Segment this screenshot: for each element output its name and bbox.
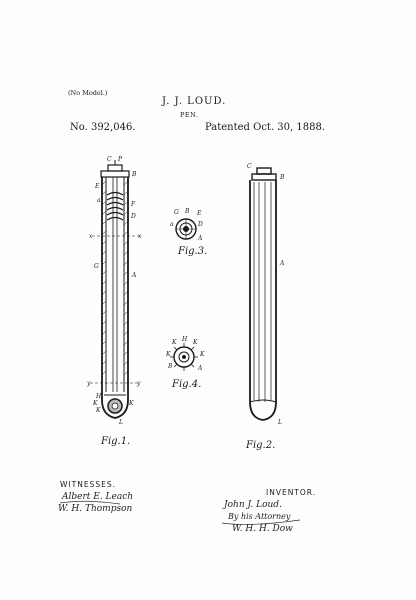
fig2-exterior-pen xyxy=(250,168,276,420)
svg-text:y: y xyxy=(137,380,141,387)
svg-text:P: P xyxy=(118,156,123,163)
svg-text:K: K xyxy=(200,351,205,358)
fig2-annotations xyxy=(247,163,285,426)
fig2-label: Fig.2. xyxy=(246,440,276,451)
svg-text:A: A xyxy=(280,260,285,267)
svg-text:K: K xyxy=(172,339,177,346)
svg-text:L: L xyxy=(278,419,282,426)
fig4-label: Fig.4. xyxy=(172,379,202,390)
svg-text:H: H xyxy=(96,393,102,400)
fig4-cross-section xyxy=(170,343,198,371)
svg-text:K: K xyxy=(93,400,98,407)
attorney-by-line: By his Attorney xyxy=(228,512,291,521)
inventor-heading: INVENTOR. xyxy=(266,488,317,497)
svg-text:D: D xyxy=(131,213,136,220)
invention-title: PEN. xyxy=(180,111,199,119)
svg-text:x: x xyxy=(89,233,93,240)
svg-text:L: L xyxy=(119,419,123,426)
svg-text:C: C xyxy=(107,156,112,163)
witnesses-heading: WITNESSES. xyxy=(60,480,116,489)
fig3-label: Fig.3. xyxy=(178,246,208,257)
fig3-cross-section xyxy=(176,219,196,239)
svg-text:a: a xyxy=(97,197,101,204)
svg-text:B: B xyxy=(168,363,173,370)
svg-text:G: G xyxy=(94,263,99,270)
svg-text:a: a xyxy=(170,221,174,228)
svg-text:A: A xyxy=(132,272,137,279)
svg-text:A: A xyxy=(198,365,203,372)
witness-signature-2: W. H. Thompson xyxy=(58,504,133,514)
fig1-annotations xyxy=(86,156,142,426)
svg-text:B: B xyxy=(280,174,285,181)
patent-number: No. 392,046. xyxy=(70,122,136,133)
svg-text:K: K xyxy=(193,339,198,346)
svg-text:x: x xyxy=(138,233,142,240)
svg-text:K: K xyxy=(166,351,171,358)
svg-text:G: G xyxy=(174,209,179,216)
patent-date: Patented Oct. 30, 1888. xyxy=(205,122,326,133)
svg-text:D: D xyxy=(198,221,203,228)
model-note: (No Model.) xyxy=(68,89,108,97)
svg-text:E: E xyxy=(95,183,100,190)
svg-text:K: K xyxy=(129,400,134,407)
svg-text:B: B xyxy=(185,208,190,215)
svg-text:y: y xyxy=(87,380,91,387)
witness-signature-1: Albert E. Leach xyxy=(62,492,134,502)
fig1-label: Fig.1. xyxy=(101,436,131,447)
attorney-signature: W. H. H. Dow xyxy=(232,524,293,534)
svg-text:A: A xyxy=(198,235,203,242)
inventor-name-header: J. J. LOUD. xyxy=(162,96,227,107)
inventor-signature: John J. Loud. xyxy=(224,500,282,510)
svg-text:H: H xyxy=(182,336,188,343)
svg-text:F: F xyxy=(131,201,136,208)
svg-text:B: B xyxy=(132,171,137,178)
svg-text:K: K xyxy=(96,407,101,414)
svg-text:E: E xyxy=(197,210,202,217)
fig3-annotations xyxy=(170,208,203,242)
svg-text:C: C xyxy=(247,163,252,170)
